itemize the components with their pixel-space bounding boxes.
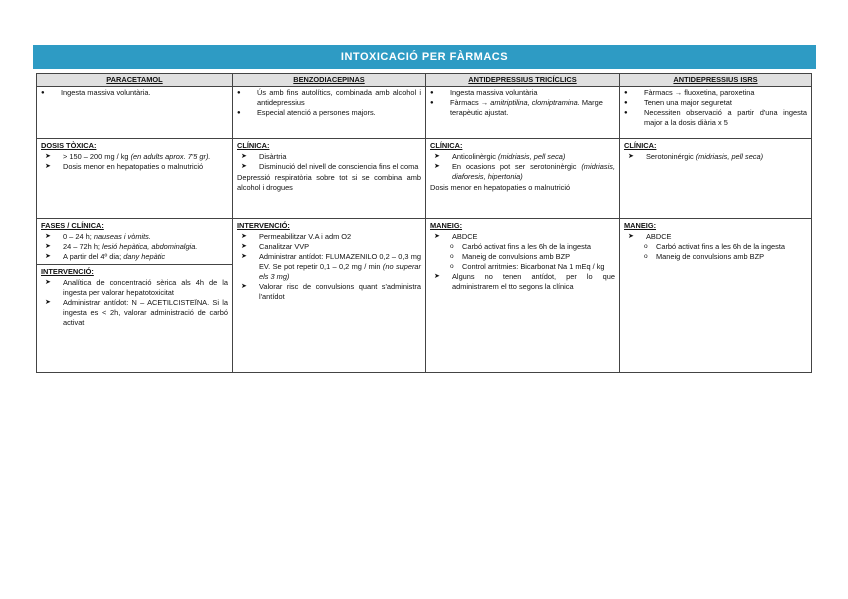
- row-dosis-clinica: [37, 139, 812, 219]
- italic-note: (en adults aprox. 7'5 gr).: [130, 152, 211, 161]
- cell-isrs-clinica: [620, 139, 812, 219]
- italic-note: nauseas i vòmits.: [93, 232, 151, 241]
- list-item: ● Necessiten observació a partir d'una ingesta major a la dosis diària x 5: [624, 108, 807, 128]
- sub-item: o Carbó activat fins a les 6h de la ingesta: [624, 242, 807, 252]
- note-text: Dosis menor en hepatopaties o malnutrició: [430, 183, 571, 192]
- sub-item: o Maneig de convulsions amb BZP: [430, 252, 615, 262]
- text-span: > 150 – 200 mg / kg: [63, 152, 131, 161]
- row-general: [37, 87, 812, 139]
- text-span: Serotoninérgic: [646, 152, 696, 161]
- list-item: [430, 98, 615, 118]
- text-span: 0 – 24 h;: [63, 232, 94, 241]
- section-heading: CLÍNICA:: [237, 141, 270, 150]
- cell-benzo-clinica: [233, 139, 426, 219]
- sub-item: o Control arritmies: Bicarbonat Na 1 mEq / kg: [430, 262, 615, 272]
- section-heading: CLÍNICA:: [624, 141, 657, 150]
- note-text: Depressió respiratòria sobre tot si se combina amb alcohol i drogues: [237, 173, 421, 192]
- cell-triciclics-maneig: [426, 219, 620, 373]
- list-item: [41, 252, 228, 262]
- section-heading: INTERVENCIÓ:: [41, 267, 94, 276]
- section-heading: CLÍNICA:: [430, 141, 463, 150]
- text-span: Anticolinèrgic: [452, 152, 499, 161]
- header-benzodiacepinas: BENZODIACEPINAS: [233, 74, 426, 87]
- drug-intoxication-table: [36, 73, 812, 373]
- text-span: Fàrmacs →: [450, 98, 491, 107]
- list-item: ● Ingesta massiva voluntària.: [41, 88, 228, 98]
- list-item: ● Fàrmacs → fluoxetina, paroxetina: [624, 88, 807, 98]
- text-span: ABDCE: [452, 232, 478, 241]
- italic-note: (midriasis, diaforesis, hipertonia): [452, 162, 615, 181]
- page-title: INTOXICACIÓ PER FÀRMACS: [33, 45, 816, 69]
- list-item: [41, 232, 228, 242]
- list-item: [430, 232, 615, 272]
- cell-paracetamol-dosis: [37, 139, 233, 219]
- cell-paracetamol-fases: [37, 219, 233, 373]
- list-item: [237, 252, 421, 282]
- section-heading: INTERVENCIÓ:: [237, 221, 290, 230]
- list-item: ● Ingesta massiva voluntària: [430, 88, 615, 98]
- text-span: 24 – 72h h;: [63, 242, 103, 251]
- text-span: A partir del 4º dia;: [63, 252, 124, 261]
- list-item: ➤ Canalitzar VVP: [237, 242, 421, 252]
- header-paracetamol: PARACETAMOL: [37, 74, 233, 87]
- sub-item: o Carbó activat fins a les 6h de la ingesta: [430, 242, 615, 252]
- sub-item: o Maneig de convulsions amb BZP: [624, 252, 807, 262]
- list-item: ➤ Alguns no tenen antídot, per lo que administrarem el tto segons la clínica: [430, 272, 615, 292]
- cell-benzo-general: [233, 87, 426, 139]
- row-intervencio: [37, 219, 812, 373]
- list-item: [41, 242, 228, 252]
- italic-note: lesió hepàtica, abdominalgia.: [102, 242, 198, 251]
- list-item: [624, 152, 807, 162]
- header-triciclics: ANTIDEPRESSIUS TRICÍCLICS: [426, 74, 620, 87]
- list-item: ➤ Disàrtria: [237, 152, 421, 162]
- drug-names: amitriptilina, clomiptramina.: [490, 98, 580, 107]
- italic-note: (midriasis, pell seca): [695, 152, 764, 161]
- list-item: [430, 152, 615, 162]
- cell-benzo-intervencio: [233, 219, 426, 373]
- list-item: ➤ Administrar antídot: N – ACETILCISTEÏNA. Si la ingesta es < 2h, valorar administració de carbó activat: [41, 298, 228, 328]
- list-item: ● Especial atenció a persones majors.: [237, 108, 421, 118]
- header-row: [37, 74, 812, 87]
- cell-triciclics-general: [426, 87, 620, 139]
- text-span: Marge terapèutic ajustat.: [450, 98, 603, 117]
- list-item: ➤ Analítica de concentració sèrica als 4h de la ingesta per valorar hepatotoxicitat: [41, 278, 228, 298]
- list-item: ➤ Dosis menor en hepatopaties o malnutrició: [41, 162, 228, 172]
- italic-note: (midriasis, pell seca): [498, 152, 566, 161]
- list-item: ➤ Valorar risc de convulsions quant s'administra l'antídot: [237, 282, 421, 302]
- section-heading: MANEIG:: [430, 221, 463, 230]
- subsection: [37, 264, 232, 328]
- section-heading: MANEIG:: [624, 221, 657, 230]
- list-item: [430, 162, 615, 182]
- cell-isrs-maneig: [620, 219, 812, 373]
- italic-note: dany hepàtic: [123, 252, 166, 261]
- section-heading: DOSIS TÒXICA:: [41, 141, 97, 150]
- text-span: Administrar antídot: FLUMAZENILO 0,2 – 0,3 mg EV. Se pot repetir 0,1 – 0,2 mg / min: [259, 252, 421, 271]
- text-span: ABDCE: [646, 232, 672, 241]
- list-item: ● Tenen una major seguretat: [624, 98, 807, 108]
- cell-isrs-general: [620, 87, 812, 139]
- list-item: ➤ Permeabilitzar V.A i adm O2: [237, 232, 421, 242]
- text-span: En ocasions pot ser serotoninèrgic: [452, 162, 582, 171]
- cell-paracetamol-general: [37, 87, 233, 139]
- list-item: ● Ús amb fins autolítics, combinada amb alcohol i antidepressius: [237, 88, 421, 108]
- list-item: ➤ Disminució del nivell de consciencia fins el coma: [237, 162, 421, 172]
- header-isrs: ANTIDEPRESSIUS ISRS: [620, 74, 812, 87]
- section-heading: FASES / CLÍNICA:: [41, 221, 104, 230]
- italic-note: (no superar els 3 mg): [259, 262, 421, 281]
- cell-triciclics-clinica: [426, 139, 620, 219]
- list-item: [41, 152, 228, 162]
- list-item: [624, 232, 807, 262]
